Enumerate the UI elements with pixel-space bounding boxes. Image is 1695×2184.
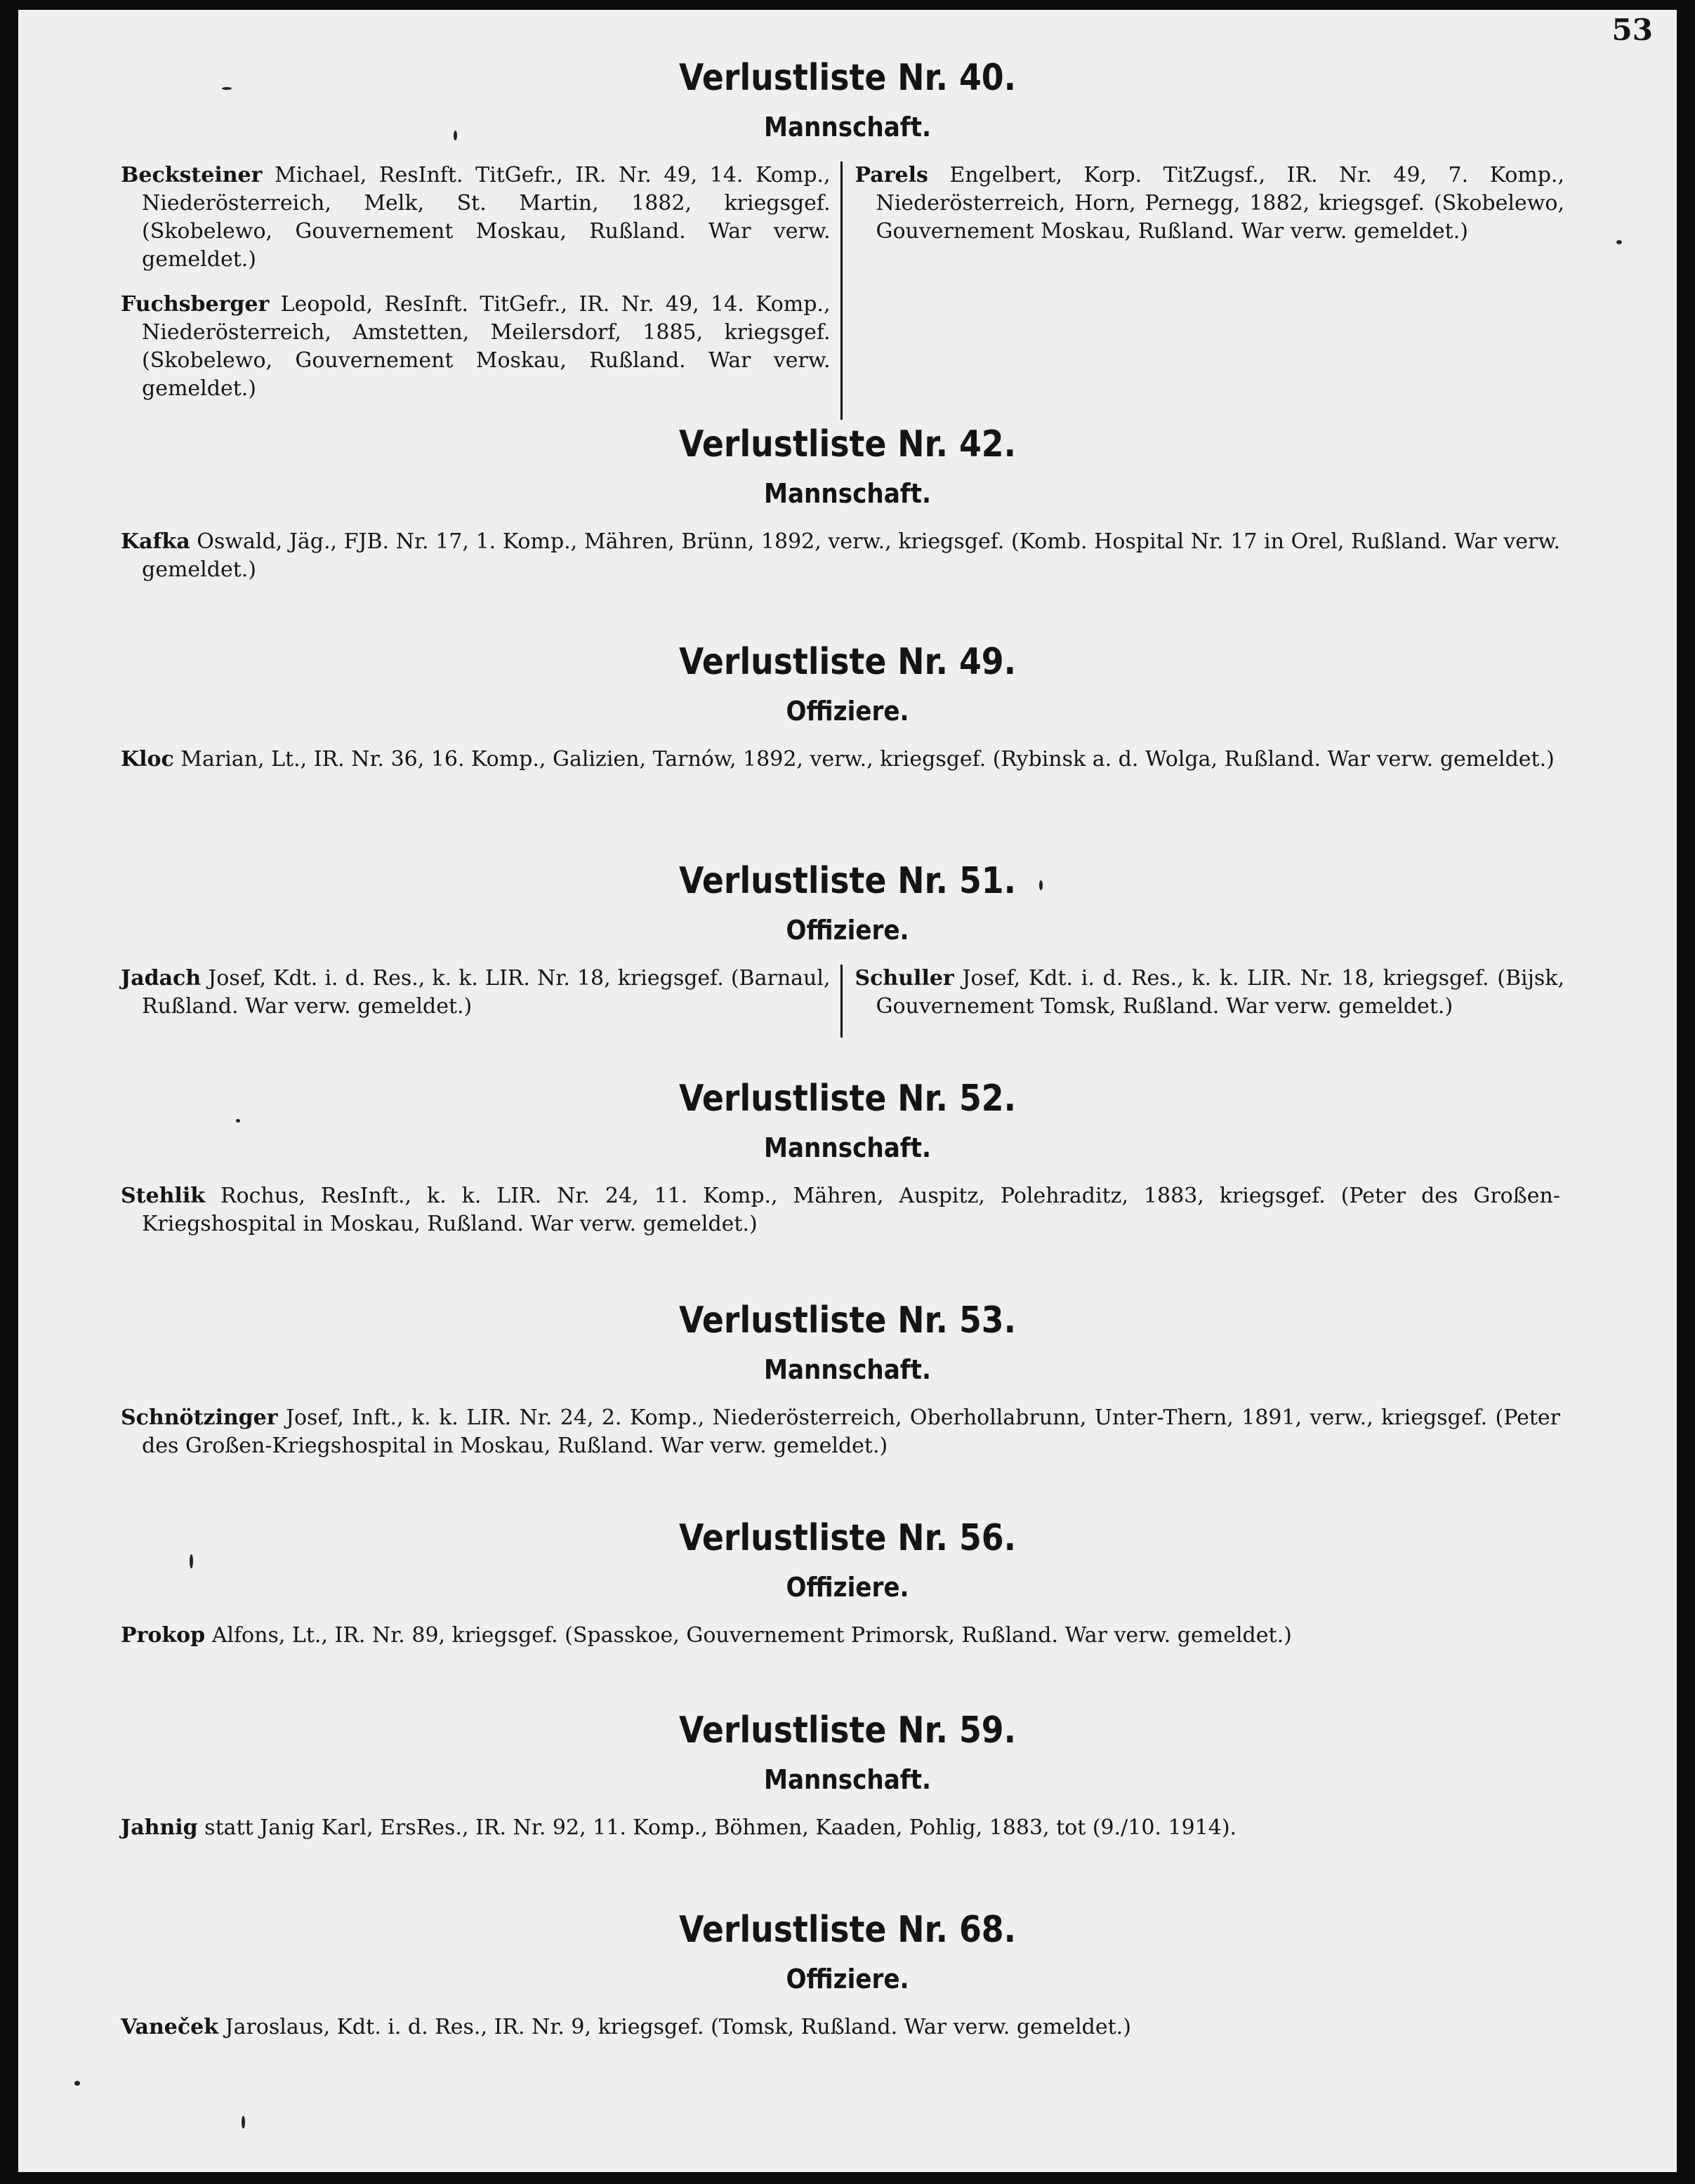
casualty-entry <box>121 291 831 403</box>
section-verlustliste-40 <box>18 56 1677 420</box>
right-column <box>843 965 1565 1038</box>
entry-details: Engelbert, Korp. TitZugsf., IR. Nr. 49, 7. Komp., Niederösterreich, Horn, Pernegg, 1882, kriegsgef. (Skobelewo, Gouvernement Moskau, Rußland. War verw. gemeldet.) <box>876 163 1564 244</box>
section-subheading: Mannschaft. <box>763 478 932 509</box>
casualty-entry <box>121 161 831 274</box>
section-heading: Verlustliste Nr. 49. <box>678 641 1017 683</box>
scanned-page <box>18 10 1677 2172</box>
scan-speck <box>222 87 232 90</box>
scan-speck <box>454 131 457 140</box>
section-heading: Verlustliste Nr. 68. <box>678 1909 1017 1951</box>
casualty-entry <box>121 1182 1560 1238</box>
entry-surname: Jadach <box>121 966 202 991</box>
entry-details: statt Janig Karl, ErsRes., IR. Nr. 92, 11. Komp., Böhmen, Kaaden, Pohlig, 1883, tot (9./10. 1914). <box>197 1815 1237 1840</box>
section-verlustliste-53 <box>18 1299 1677 1477</box>
entry-surname: Schuller <box>855 966 954 991</box>
left-column <box>121 965 843 1038</box>
entries <box>121 746 1560 774</box>
entry-details: Leopold, ResInft. TitGefr., IR. Nr. 49, 14. Komp., Niederösterreich, Amstetten, Meilersdorf, 1885, kriegsgef. (Skobelewo, Gouvernement Moskau, Rußland. War verw. gemeldet.) <box>142 292 831 401</box>
scan-speck <box>242 2116 245 2129</box>
casualty-entry <box>855 965 1565 1021</box>
casualty-entry <box>121 1622 1560 1650</box>
scan-speck <box>74 2081 80 2086</box>
entry-details: Oswald, Jäg., FJB. Nr. 17, 1. Komp., Mähren, Brünn, 1892, verw., kriegsgef. (Komb. Hospital Nr. 17 in Orel, Rußland. War verw. gemeldet.) <box>142 529 1560 582</box>
casualty-entry <box>121 1814 1560 1842</box>
section-heading: Verlustliste Nr. 51. <box>678 860 1017 902</box>
entry-details: Rochus, ResInft., k. k. LIR. Nr. 24, 11. Komp., Mähren, Auspitz, Polehraditz, 1883, kriegsgef. (Peter des Großen-Kriegshospital in Moskau, Rußland. War verw. gemeldet.) <box>142 1184 1560 1236</box>
entry-details: Josef, Kdt. i. d. Res., k. k. LIR. Nr. 18, kriegsgef. (Bijsk, Gouvernement Tomsk, Rußland. War verw. gemeldet.) <box>876 966 1564 1019</box>
entry-details: Jaroslaus, Kdt. i. d. Res., IR. Nr. 9, kriegsgef. (Tomsk, Rußland. War verw. gemeldet.) <box>218 2015 1131 2039</box>
section-subheading: Offiziere. <box>786 1572 909 1603</box>
casualty-entry <box>121 2013 1560 2041</box>
entries <box>121 1814 1560 1842</box>
entry-details: Josef, Inft., k. k. LIR. Nr. 24, 2. Komp., Niederösterreich, Oberhollabrunn, Unter-Thern, 1891, verw., kriegsgef. (Peter des Großen-Kriegshospital in Moskau, Rußland. War verw. gemeldet.) <box>142 1405 1560 1458</box>
section-heading: Verlustliste Nr. 52. <box>678 1078 1017 1120</box>
casualty-entry <box>121 1404 1560 1460</box>
section-verlustliste-49 <box>18 640 1677 790</box>
two-column-entries <box>121 965 1564 1038</box>
entry-surname: Parels <box>855 163 928 187</box>
section-subheading: Mannschaft. <box>763 1764 932 1795</box>
page-number: 53 <box>1611 13 1653 47</box>
casualty-entry <box>121 746 1560 774</box>
entry-surname: Prokop <box>121 1623 206 1648</box>
entry-surname: Kloc <box>121 747 174 772</box>
entry-surname: Schnötzinger <box>121 1405 278 1430</box>
section-verlustliste-56 <box>18 1516 1677 1667</box>
right-column <box>843 161 1565 420</box>
entry-surname: Fuchsberger <box>121 292 270 317</box>
entry-details: Alfons, Lt., IR. Nr. 89, kriegsgef. (Spasskoe, Gouvernement Primorsk, Rußland. War verw. gemeldet.) <box>205 1623 1292 1648</box>
section-heading: Verlustliste Nr. 53. <box>678 1299 1017 1342</box>
entries <box>121 2013 1560 2041</box>
scan-speck <box>236 1119 240 1123</box>
casualty-entry <box>121 528 1560 584</box>
left-column <box>121 161 843 420</box>
section-verlustliste-59 <box>18 1709 1677 1859</box>
section-subheading: Offiziere. <box>786 915 909 946</box>
scan-speck <box>190 1554 193 1568</box>
entry-details: Marian, Lt., IR. Nr. 36, 16. Komp., Galizien, Tarnów, 1892, verw., kriegsgef. (Rybinsk a. d. Wolga, Rußland. War verw. gemeldet.) <box>173 747 1555 772</box>
entries <box>121 1404 1560 1460</box>
section-heading: Verlustliste Nr. 42. <box>678 423 1017 465</box>
section-verlustliste-52 <box>18 1077 1677 1255</box>
entry-surname: Kafka <box>121 529 190 554</box>
section-subheading: Offiziere. <box>786 1964 909 1994</box>
section-subheading: Offiziere. <box>786 696 909 727</box>
section-verlustliste-51 <box>18 859 1677 1038</box>
casualty-entry <box>855 161 1565 246</box>
section-heading: Verlustliste Nr. 56. <box>678 1517 1017 1559</box>
section-heading: Verlustliste Nr. 59. <box>678 1709 1017 1752</box>
two-column-entries <box>121 161 1564 420</box>
section-subheading: Mannschaft. <box>763 1132 932 1163</box>
section-verlustliste-42 <box>18 423 1677 601</box>
entry-details: Josef, Kdt. i. d. Res., k. k. LIR. Nr. 18, kriegsgef. (Barnaul, Rußland. War verw. gemeldet.) <box>142 966 831 1019</box>
section-subheading: Mannschaft. <box>763 112 932 143</box>
casualty-entry <box>121 965 831 1021</box>
entries <box>121 1622 1560 1650</box>
entries <box>121 528 1560 584</box>
section-verlustliste-68 <box>18 1908 1677 2058</box>
entry-surname: Becksteiner <box>121 163 263 187</box>
entries <box>121 1182 1560 1238</box>
entry-surname: Vaneček <box>121 2015 218 2039</box>
scan-speck <box>1039 880 1043 890</box>
entry-details: Michael, ResInft. TitGefr., IR. Nr. 49, 14. Komp., Niederösterreich, Melk, St. Martin, 1882, kriegsgef. (Skobelewo, Gouvernement Moskau, Rußland. War verw. gemeldet.) <box>142 163 831 272</box>
section-heading: Verlustliste Nr. 40. <box>678 57 1017 99</box>
scan-speck <box>1616 240 1622 244</box>
entry-surname: Jahnig <box>121 1815 198 1840</box>
section-subheading: Mannschaft. <box>763 1354 932 1385</box>
entry-surname: Stehlik <box>121 1184 205 1208</box>
